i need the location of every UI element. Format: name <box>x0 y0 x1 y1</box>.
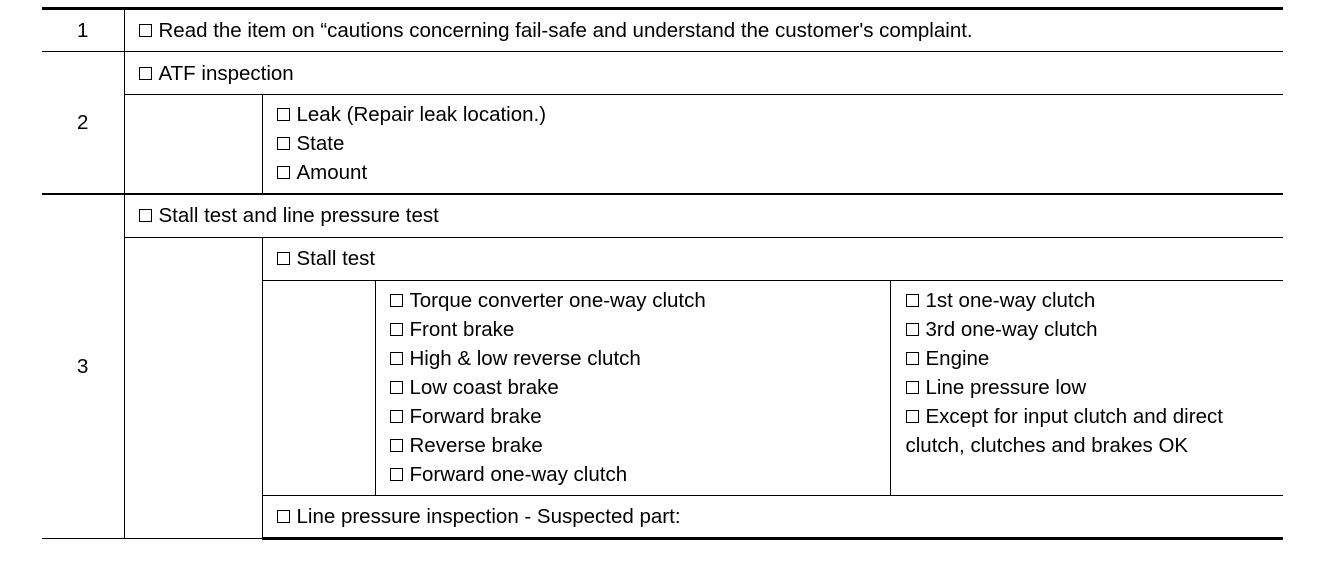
checkbox-icon[interactable] <box>390 381 404 395</box>
stall-item[interactable] <box>390 344 890 373</box>
checkbox-icon[interactable] <box>390 410 404 424</box>
step-3-row <box>42 194 1283 237</box>
checkbox-icon[interactable] <box>906 410 920 424</box>
step-number: 3 <box>42 194 124 538</box>
checkbox-icon[interactable] <box>390 468 404 482</box>
stall-item-label: Line pressure low <box>925 375 1087 399</box>
line-pressure-item[interactable] <box>262 495 1283 538</box>
stall-item[interactable] <box>906 286 1284 315</box>
checkbox-icon[interactable] <box>277 510 291 524</box>
indent-cell <box>124 237 262 538</box>
step-3-item[interactable] <box>124 194 1283 237</box>
stall-line-pressure-label: Stall test and line pressure test <box>158 204 439 228</box>
subitem-state[interactable] <box>277 129 1284 158</box>
subitem-amount[interactable] <box>277 158 1284 187</box>
stall-test-item[interactable] <box>262 237 1283 280</box>
subitem-label: Leak (Repair leak location.) <box>296 103 547 126</box>
checkbox-icon[interactable] <box>906 381 920 395</box>
step-2-subitems-row <box>42 95 1283 195</box>
line-pressure-label: Line pressure inspection - Suspected part: <box>296 504 681 528</box>
checkbox-icon[interactable] <box>906 294 920 308</box>
stall-item-label: Engine <box>925 346 990 370</box>
checkbox-icon[interactable] <box>390 323 404 337</box>
step-2-row <box>42 52 1283 95</box>
stall-item-label: Forward one-way clutch <box>409 462 628 486</box>
checkbox-icon[interactable] <box>390 439 404 453</box>
subitem-label: Amount <box>296 161 368 184</box>
stall-item[interactable] <box>390 402 890 431</box>
stall-item[interactable] <box>906 402 1284 460</box>
checkbox-icon[interactable] <box>277 108 291 122</box>
step-1-label: Read the item on “cautions concerning fail-safe and understand the customer's complaint. <box>158 19 973 42</box>
checkbox-icon[interactable] <box>390 294 404 308</box>
stall-test-row <box>42 237 1283 280</box>
diagnostic-checklist-table <box>42 7 1283 540</box>
step-number: 2 <box>42 52 124 195</box>
atf-inspection-label: ATF inspection <box>158 61 294 85</box>
stall-item[interactable] <box>390 431 890 460</box>
stall-item[interactable] <box>906 373 1284 402</box>
stall-left-column <box>375 280 890 495</box>
step-2-item[interactable] <box>124 52 1283 95</box>
checkbox-icon[interactable] <box>277 252 291 266</box>
indent-cell <box>262 280 375 495</box>
stall-item[interactable] <box>906 344 1284 373</box>
stall-item[interactable] <box>390 315 890 344</box>
stall-item[interactable] <box>390 286 890 315</box>
subitem-leak[interactable] <box>277 100 1284 129</box>
stall-item-label: Forward brake <box>409 404 542 428</box>
stall-item[interactable] <box>906 315 1284 344</box>
stall-item-label: 3rd one-way clutch <box>925 317 1098 341</box>
indent-cell <box>124 95 262 195</box>
stall-item-label: Except for input clutch and direct clutch, clutches and brakes OK <box>905 404 1223 457</box>
diagnostic-worksheet <box>42 7 1283 540</box>
checkbox-icon[interactable] <box>906 323 920 337</box>
stall-item-label: Torque converter one-way clutch <box>409 288 706 312</box>
checkbox-icon[interactable] <box>906 352 920 366</box>
checkbox-icon[interactable] <box>139 24 153 38</box>
stall-test-label: Stall test <box>296 247 376 270</box>
stall-item[interactable] <box>390 373 890 402</box>
step-1-row <box>42 9 1283 52</box>
checkbox-icon[interactable] <box>390 352 404 366</box>
stall-item-label: Front brake <box>409 317 515 341</box>
stall-item[interactable] <box>390 460 890 489</box>
stall-item-label: Reverse brake <box>409 433 543 457</box>
checkbox-icon[interactable] <box>277 166 291 180</box>
atf-subitems <box>262 95 1283 195</box>
checkbox-icon[interactable] <box>277 137 291 151</box>
step-1-item[interactable] <box>124 9 1283 52</box>
subitem-label: State <box>296 132 345 155</box>
stall-item-label: 1st one-way clutch <box>925 288 1096 312</box>
checkbox-icon[interactable] <box>139 67 153 81</box>
checkbox-icon[interactable] <box>139 209 153 223</box>
stall-item-label: Low coast brake <box>409 375 559 399</box>
stall-item-label: High & low reverse clutch <box>409 346 641 370</box>
stall-right-column <box>890 280 1283 495</box>
step-number: 1 <box>42 9 124 52</box>
